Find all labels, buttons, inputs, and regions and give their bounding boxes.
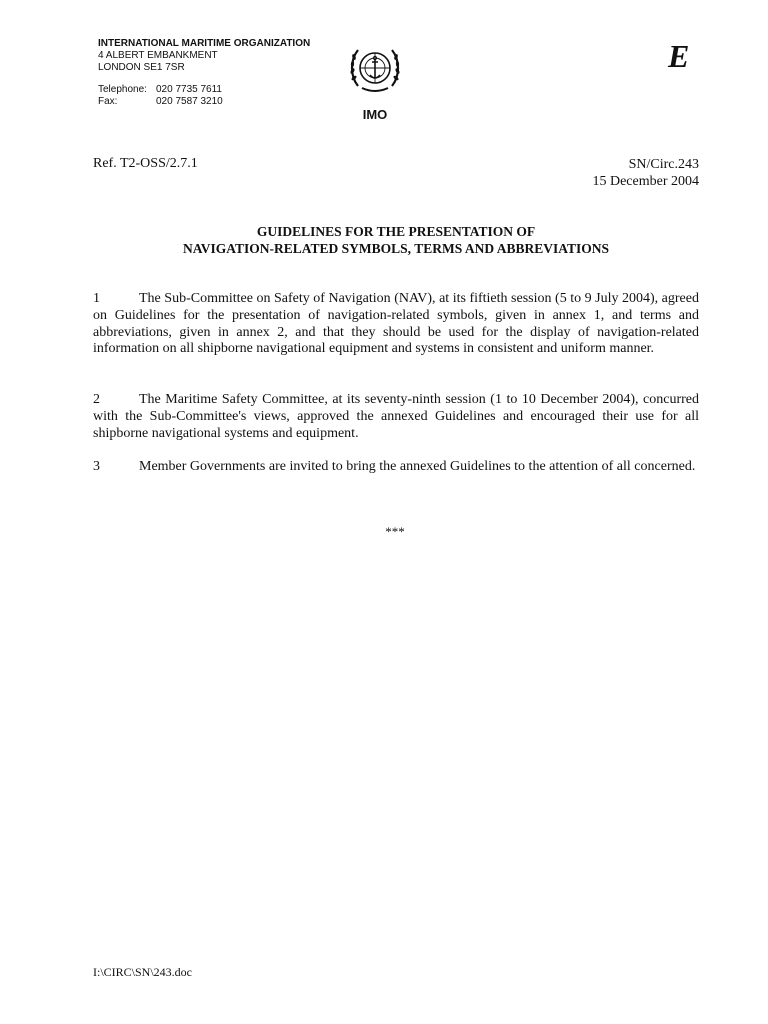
paragraph-text: The Maritime Safety Committee, at its seventy-ninth session (1 to 10 December 2004), concurred with the Sub-Committee's views, approved the annexed Guidelines and encouraged their use for all shipborne navigational systems and equipment.	[93, 392, 699, 441]
paragraph-number: 1	[93, 291, 100, 306]
org-address-block	[98, 38, 310, 108]
telephone-value: 020 7735 7611	[156, 84, 222, 95]
fax-label: Fax:	[98, 96, 118, 107]
telephone-label: Telephone:	[98, 84, 147, 95]
telephone-row	[98, 84, 310, 96]
paragraph-1	[93, 291, 699, 358]
document-title	[93, 223, 699, 257]
fax-value: 020 7587 3210	[156, 96, 223, 107]
circular-info	[592, 156, 699, 190]
reference-number: Ref. T2-OSS/2.7.1	[93, 156, 198, 171]
title-line-2: NAVIGATION-RELATED SYMBOLS, TERMS AND ABBREVIATIONS	[183, 241, 609, 256]
footer-file-path: I:\CIRC\SN\243.doc	[93, 965, 193, 979]
fax-row	[98, 96, 310, 108]
paragraph-2	[93, 392, 699, 442]
contact-block	[98, 84, 310, 108]
paragraph-text: Member Governments are invited to bring the annexed Guidelines to the attention of all concerned.	[139, 459, 696, 474]
section-separator: ***	[385, 524, 405, 539]
paragraph-text: The Sub-Committee on Safety of Navigation (NAV), at its fiftieth session (5 to 9 July 2004), agreed on Guidelines for the presentation of navigation-related symbols, given in annex 1, and terms and abbreviations, given in annex 2, and that they should be used for the display of navigation-related information on all shipborne navigational equipment and systems in consistent and uniform manner.	[93, 291, 699, 357]
title-line-1: GUIDELINES FOR THE PRESENTATION OF	[256, 224, 536, 239]
paragraph-number: 2	[93, 392, 100, 407]
paragraph-number: 3	[93, 459, 100, 474]
imo-logo-text: IMO	[362, 107, 388, 122]
address-line-2: LONDON SE1 7SR	[98, 62, 185, 73]
paragraph-3	[93, 459, 699, 476]
language-code: E	[668, 38, 690, 74]
circular-date: 15 December 2004	[592, 174, 699, 189]
circular-number: SN/Circ.243	[628, 157, 699, 172]
org-name: INTERNATIONAL MARITIME ORGANIZATION	[98, 38, 311, 49]
imo-emblem-icon	[348, 40, 402, 96]
address-line-1: 4 ALBERT EMBANKMENT	[98, 50, 218, 61]
